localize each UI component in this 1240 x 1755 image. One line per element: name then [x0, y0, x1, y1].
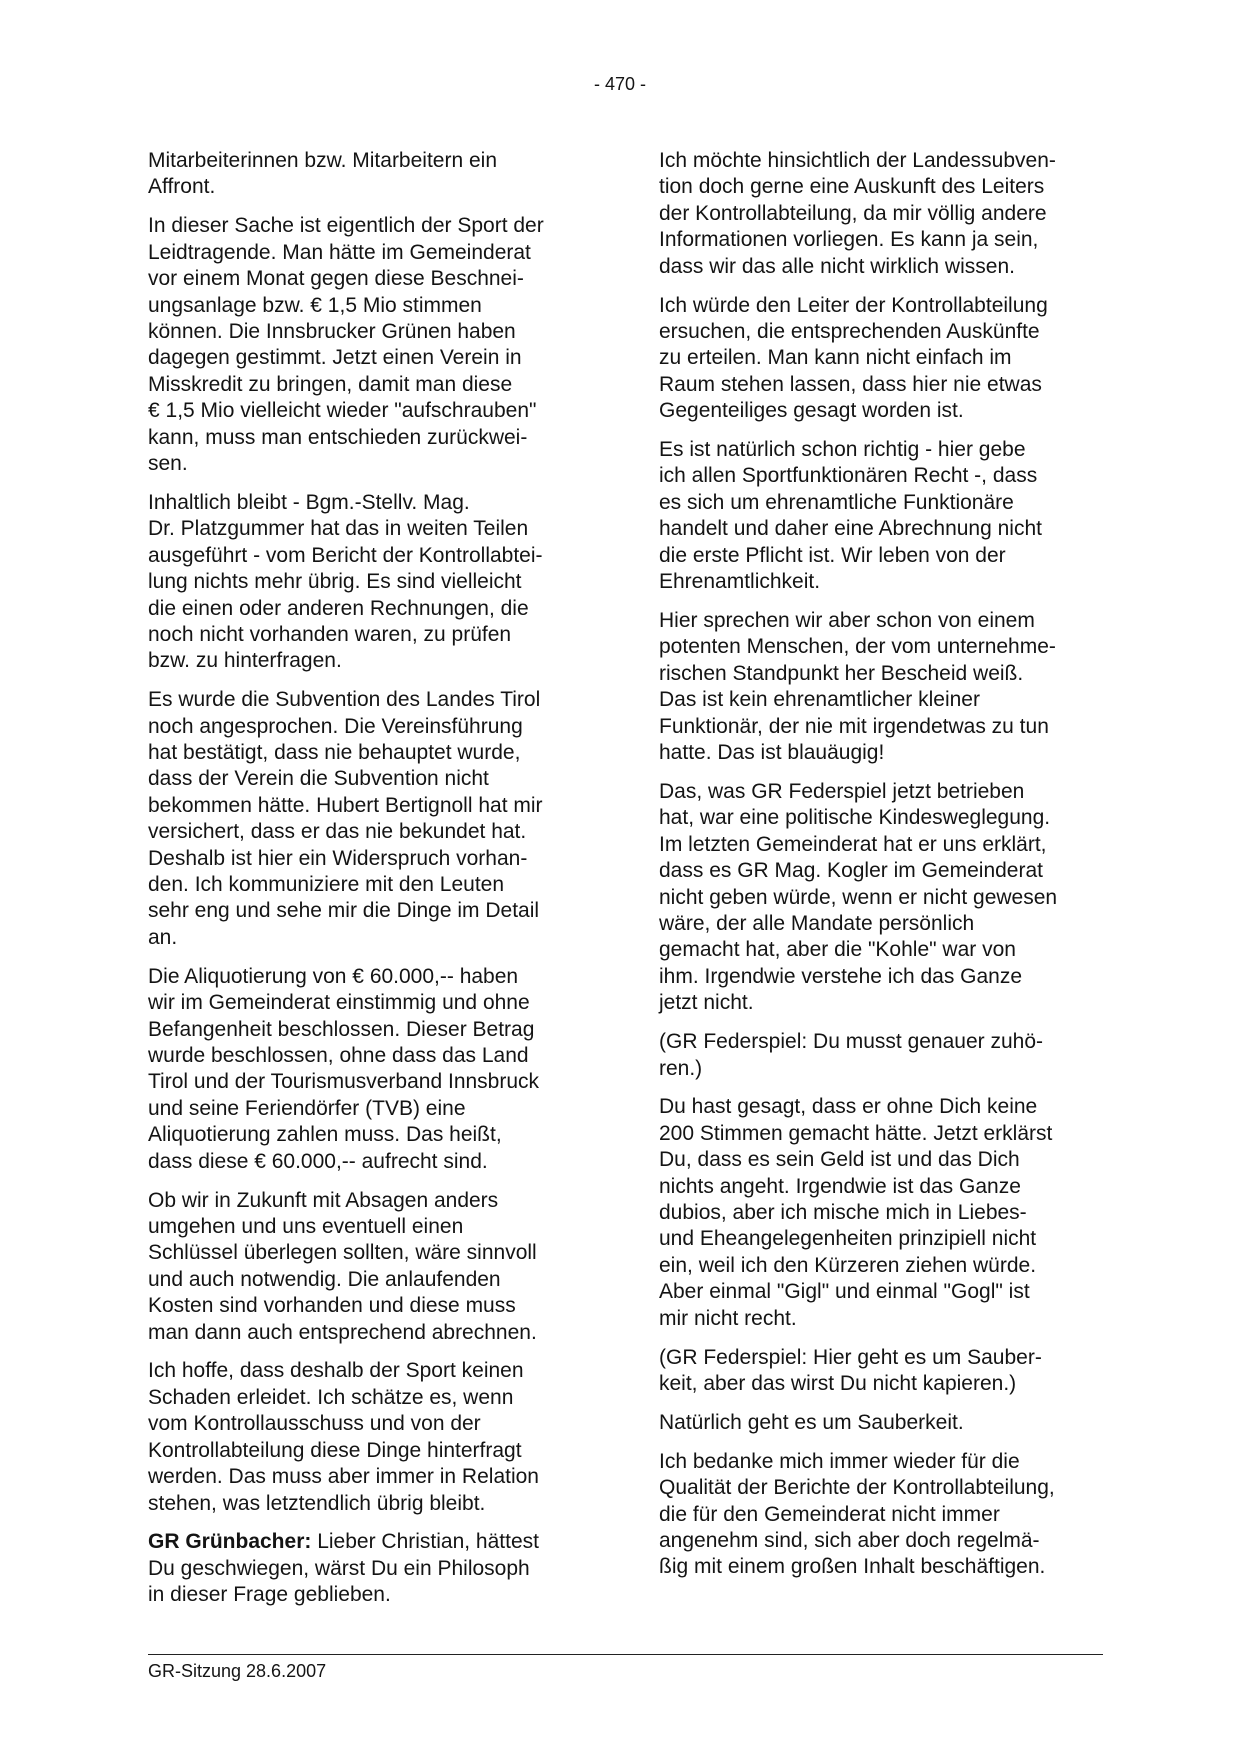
speech-text: Lieber Christian, hättest Du geschwiegen, wärst Du ein Philosoph in dieser Frage geblieben. — [148, 1530, 539, 1607]
paragraph: Mitarbeiterinnen bzw. Mitarbeitern ein Affront. — [148, 149, 498, 199]
right-column — [659, 148, 1099, 1593]
paragraph: Es wurde die Subvention des Landes Tirol noch angesprochen. Die Vereinsführung hat bestätigt, dass nie behauptet wurde, dass der Verein die Subvention nicht bekommen hätte. Hubert Bertignoll hat mir versichert, dass er das nie bekundet hat. Deshalb ist hier ein Widerspruch vorhan- den. Ich kommuniziere mit den Leuten sehr eng und sehe mir die Dinge im Detail an. — [148, 688, 543, 949]
paragraph: Das, was GR Federspiel jetzt betrieben hat, war eine politische Kindesweglegung. Im letzten Gemeinderat hat er uns erklärt, dass es GR Mag. Kogler im Gemeinderat nicht geben würde, wenn er nicht gewesen wäre, der alle Mandate persönlich gemacht hat, aber die "Kohle" war von ihm. Irgendwie verstehe ich das Ganze jetzt nicht. — [659, 779, 1058, 1015]
paragraph: Hier sprechen wir aber schon von einem potenten Menschen, der vom unternehme- rischen Standpunkt her Bescheid weiß. Das ist kein ehrenamtlicher kleiner Funktionär, der nie mit irgendetwas zu tun hatte. Das ist blauäugig! — [659, 609, 1056, 765]
paragraph: Es ist natürlich schon richtig - hier gebe ich allen Sportfunktionären Recht -, dass es sich um ehrenamtliche Funktionäre handelt und daher eine Abrechnung nicht die erste Pflicht ist. Wir leben von der Ehrenamtlichkeit. — [659, 438, 1042, 594]
interjection: (GR Federspiel: Du musst genauer zuhö- ren.) — [659, 1030, 1043, 1080]
page-number: - 470 - — [593, 74, 647, 94]
paragraph: Ich möchte hinsichtlich der Landessubven- tion doch gerne eine Auskunft des Leiters der Kontrollabteilung, da mir völlig andere Informationen vorliegen. Es kann ja sein, dass wir das alle nicht wirklich wissen. — [659, 149, 1056, 278]
paragraph: Ich würde den Leiter der Kontrollabteilung ersuchen, die entsprechenden Auskünfte zu erteilen. Man kann nicht einfach im Raum stehen lassen, dass hier nie etwas Gegenteiliges gesagt worden ist. — [659, 293, 1048, 423]
paragraph: Die Aliquotierung von € 60.000,-- haben wir im Gemeinderat einstimmig und ohne Befangenheit beschlossen. Dieser Betrag wurde beschlossen, ohne dass das Land Tirol und der Tourismusverband Innsbruck und seine Feriendörfer (TVB) eine Aliquotierung zahlen muss. Das heißt, dass diese € 60.000,-- aufrecht sind. — [148, 964, 540, 1173]
paragraph: Ich bedanke mich immer wieder für die Qualität der Berichte der Kontrollabteilung, die für den Gemeinderat nicht immer angenehm sind, sich aber doch regelmä- ßig mit einem großen Inhalt beschäftigen. — [659, 1449, 1055, 1579]
paragraph: Natürlich geht es um Sauberkeit. — [659, 1410, 964, 1434]
speech-paragraph — [148, 1529, 588, 1608]
paragraph: Ob wir in Zukunft mit Absagen anders umgehen und uns eventuell einen Schlüssel überlegen sollten, wäre sinnvoll und auch notwendig. Die anlaufenden Kosten sind vorhanden und diese muss man dann auch entsprechend abrechnen. — [148, 1188, 537, 1344]
paragraph: Inhaltlich bleibt - Bgm.-Stellv. Mag. Dr. Platzgummer hat das in weiten Teilen ausgeführt - vom Bericht der Kontrollabtei- lung nichts mehr übrig. Es sind vielleicht die einen oder anderen Rechnungen, die noch nicht vorhanden waren, zu prüfen bzw. zu hinterfragen. — [148, 490, 543, 673]
speaker-name: GR Grünbacher: — [148, 1530, 312, 1554]
paragraph: Ich hoffe, dass deshalb der Sport keinen Schaden erleidet. Ich schätze es, wenn vom Kontrollausschuss und von der Kontrollabteilung diese Dinge hinterfragt werden. Das muss aber immer in Relation stehen, was letztendlich übrig bleibt. — [148, 1359, 539, 1515]
left-column — [148, 148, 588, 1621]
interjection: (GR Federspiel: Hier geht es um Sauber- keit, aber das wirst Du nicht kapieren.) — [659, 1345, 1042, 1395]
paragraph: In dieser Sache ist eigentlich der Sport der Leidtragende. Man hätte im Gemeinderat vor einem Monat gegen diese Beschnei- ungsanlage bzw. € 1,5 Mio stimmen können. Die Innsbrucker Grünen haben dagegen gestimmt. Jetzt einen Verein in Misskredit zu bringen, damit man diese € 1,5 Mio vielleicht wieder "aufschrauben" kann, muss man entschieden zurückwei- sen. — [148, 214, 544, 475]
footer-divider — [148, 1654, 1103, 1655]
footer-session-date: GR-Sitzung 28.6.2007 — [148, 1661, 327, 1681]
paragraph: Du hast gesagt, dass er ohne Dich keine 200 Stimmen gemacht hätte. Jetzt erklärst Du, dass es sein Geld ist und das Dich nichts angeht. Irgendwie ist das Ganze dubios, aber ich mische mich in Liebes- und Eheangelegenheiten prinzipiell nicht ein, weil ich den Kürzeren ziehen würde. Aber einmal "Gigl" und einmal "Gogl" ist mir nicht recht. — [659, 1095, 1053, 1330]
